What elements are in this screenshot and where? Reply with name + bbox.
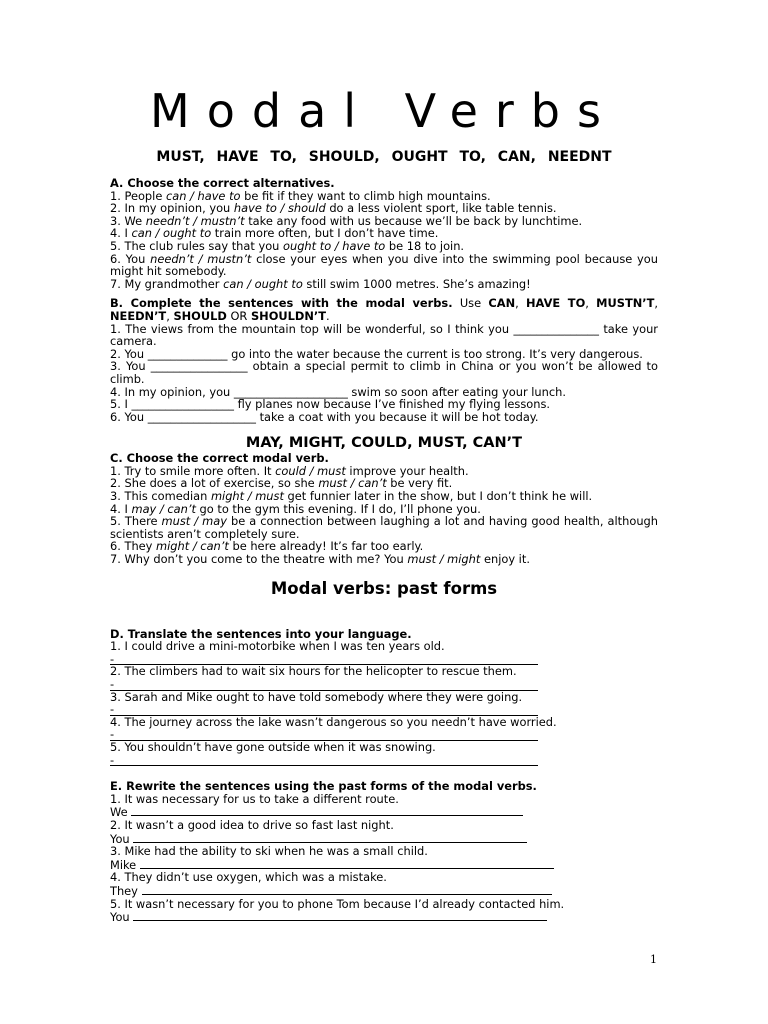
- section-e-item: 1. It was necessary for us to take a different route.: [110, 791, 399, 806]
- answer-blank: [133, 910, 547, 921]
- alternatives: might / must: [210, 489, 284, 504]
- section-a-item: 1. People can / have to be fit if they want to climb high mountains.: [110, 188, 491, 203]
- alternatives: could / must: [275, 463, 346, 478]
- section-e: [110, 780, 658, 924]
- alternatives: might / can’t: [156, 539, 229, 554]
- section-b-heading: B. Complete the sentences with the modal verbs.: [110, 296, 453, 311]
- answer-starter: We: [110, 805, 132, 819]
- section-a-item: 5. The club rules say that you ought to / have to be 18 to join.: [110, 238, 465, 253]
- section-c-item: 6. They might / can’t be here already! It’s far too early.: [110, 539, 424, 554]
- answer-starter: You: [110, 831, 134, 846]
- alternatives: can / have to: [165, 188, 241, 203]
- answer-starter: Mike: [110, 857, 140, 872]
- modal-word: NEEDN’T: [110, 308, 167, 323]
- page-title: Modal Verbs: [150, 84, 618, 138]
- page-number: 1: [650, 953, 657, 966]
- section-e-item: 3. Mike had the ability to ski when he was a small child.: [110, 844, 428, 859]
- rewrite-answer-line: [110, 884, 658, 898]
- translation-answer-line: -: [110, 728, 538, 741]
- section-d-items: [110, 640, 658, 766]
- section-a-item: 7. My grandmother can / ought to still swim 1000 metres. She’s amazing!: [110, 276, 531, 291]
- heading-may-might: MAY, MIGHT, COULD, MUST, CAN’T: [245, 435, 523, 452]
- section-c-item: 1. Try to smile more often. It could / must improve your health.: [110, 463, 469, 478]
- section-a-heading: A. Choose the correct alternatives.: [110, 176, 335, 190]
- alternatives: needn’t / mustn’t: [145, 213, 245, 228]
- section-e-item: 5. It wasn’t necessary for you to phone Tom because I’d already contacted him.: [110, 896, 565, 911]
- translation-answer-line: -: [110, 703, 538, 716]
- translation-answer-line: -: [110, 653, 538, 666]
- alternatives: have to / should: [233, 201, 326, 216]
- section-b-modal-list: Use CAN, HAVE TO, MUSTN’T, NEEDN’T, SHOULD OR SHOULDN’T.: [110, 296, 658, 323]
- section-c-item: 5. There must / may be a connection between laughing a lot and having good health, although scientists aren’t completely sure.: [110, 514, 658, 541]
- rewrite-answer-line: [110, 858, 658, 872]
- section-d-item: 1. I could drive a mini-motorbike when I was ten years old.: [110, 639, 445, 654]
- alternatives: must / can’t: [318, 476, 387, 491]
- section-d-item: 5. You shouldn’t have gone outside when it was snowing.: [110, 739, 436, 754]
- answer-starter: They: [110, 883, 142, 898]
- section-b-instruction: [110, 297, 658, 322]
- section-a-item: 3. We needn’t / mustn’t take any food with us because we’ll be back by lunchtime.: [110, 213, 583, 228]
- section-b-item: 4. In my opinion, you ____________________ swim so soon after eating your lunch.: [110, 384, 566, 399]
- answer-blank: [133, 832, 527, 843]
- rewrite-answer-line: [110, 910, 658, 924]
- section-b-item: 5. I __________________ fly planes now because I’ve finished my flying lessons.: [110, 397, 551, 412]
- alternatives: ought to / have to: [283, 238, 386, 253]
- section-c-heading: C. Choose the correct modal verb.: [110, 451, 329, 466]
- section-c-item: 2. She does a lot of exercise, so she must / can’t be very fit.: [110, 476, 453, 491]
- section-b-item: 3. You _________________ obtain a special permit to climb in China or you won’t be allowed to climb.: [110, 359, 658, 386]
- section-a-item: 6. You needn’t / mustn’t close your eyes when you dive into the swimming pool because you might hit somebody.: [110, 251, 658, 279]
- alternatives: can / ought to: [223, 276, 303, 291]
- section-a-items: [110, 190, 658, 291]
- section-c-item: 3. This comedian might / must get funnier later in the show, but I don’t think he will.: [110, 489, 593, 504]
- section-d-item: 4. The journey across the lake wasn’t dangerous so you needn’t have worried.: [110, 714, 557, 729]
- alternatives: needn’t / mustn’t: [150, 251, 252, 266]
- modal-word: SHOULDN’T: [250, 308, 326, 323]
- section-c-items: [110, 465, 658, 566]
- section-b-items: [110, 323, 658, 424]
- page-subtitle: MUST, HAVE TO, SHOULD, OUGHT TO, CAN, NEEDNT: [156, 149, 612, 165]
- rewrite-answer-line: [110, 805, 658, 819]
- answer-blank: [140, 858, 554, 869]
- modal-word: CAN: [488, 296, 516, 311]
- section-b-item: 1. The views from the mountain top will be wonderful, so I think you _______________ take your camera.: [110, 321, 658, 349]
- section-b: [110, 297, 658, 423]
- answer-starter: You: [110, 910, 134, 924]
- section-c-item: 4. I may / can’t go to the gym this evening. If I do, I’ll phone you.: [110, 501, 481, 516]
- alternatives: must / might: [407, 552, 481, 567]
- rewrite-answer-line: [110, 832, 658, 846]
- section-a-item: 4. I can / ought to train more often, but I don’t have time.: [110, 226, 439, 241]
- alternatives: may / can’t: [131, 501, 196, 516]
- translation-answer-line: -: [110, 678, 538, 691]
- section-e-item: 2. It wasn’t a good idea to drive so fast last night.: [110, 817, 394, 832]
- section-e-heading: E. Rewrite the sentences using the past forms of the modal verbs.: [110, 779, 537, 794]
- modal-word: MUSTN’T: [596, 296, 655, 311]
- section-d: [110, 628, 658, 767]
- answer-blank: [142, 884, 552, 895]
- section-e-items: [110, 793, 658, 924]
- section-d-heading: D. Translate the sentences into your language.: [110, 626, 412, 641]
- section-c-item: 7. Why don’t you come to the theatre with me? You must / might enjoy it.: [110, 552, 530, 567]
- answer-blank: [131, 805, 523, 816]
- modal-word: HAVE TO: [526, 296, 586, 311]
- section-a: [110, 177, 658, 290]
- section-d-item: 2. The climbers had to wait six hours for the helicopter to rescue them.: [110, 664, 517, 679]
- worksheet-content: [110, 177, 658, 924]
- section-b-item: 2. You ______________ go into the water because the current is too strong. It’s very dangerous.: [110, 346, 643, 361]
- heading-past-forms: Modal verbs: past forms: [270, 578, 498, 598]
- alternatives: can / ought to: [131, 226, 212, 241]
- section-c: [110, 452, 658, 565]
- section-d-item: 3. Sarah and Mike ought to have told somebody where they were going.: [110, 689, 523, 704]
- section-e-item: 4. They didn’t use oxygen, which was a mistake.: [110, 870, 387, 885]
- section-b-item: 6. You ___________________ take a coat with you because it will be hot today.: [110, 409, 539, 424]
- modal-word: SHOULD: [173, 308, 227, 323]
- translation-answer-line: -: [110, 754, 538, 767]
- section-a-item: 2. In my opinion, you have to / should do a less violent sport, like table tennis.: [110, 201, 557, 216]
- alternatives: must / may: [161, 514, 227, 529]
